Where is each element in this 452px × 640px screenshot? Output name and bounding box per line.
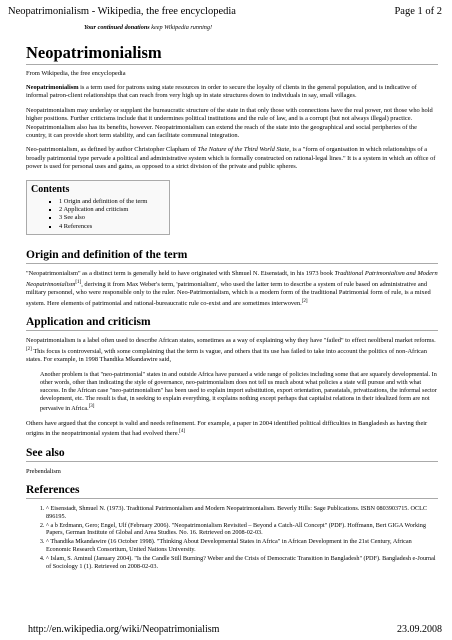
origin-text-1: "Neopatrimonialism" as a distinct term is generally held to have originated with Shmuel N. Eisenstadt, in his 1973 book bbox=[26, 270, 335, 278]
section-heading-application: Application and criticism bbox=[26, 316, 438, 331]
section-heading-origin: Origin and definition of the term bbox=[26, 249, 438, 264]
citation-link[interactable]: [4] bbox=[179, 428, 186, 434]
quote-block bbox=[40, 371, 438, 414]
reference-item: 4. ^ Islam, S. Aminul (January 2004). "Is the Candle Still Burning? Weber and the Crisis of Democratic Transition in Bangladesh" (PDF). Bangladesh e-Journal of Sociology 1 (1). Retrieved on 2008-02-03. bbox=[46, 555, 438, 571]
references-list bbox=[26, 505, 438, 570]
citation-link[interactable]: [1] bbox=[75, 279, 82, 285]
reference-item: 2. ^ a b Erdmann, Gero; Engel, Ulf (February 2006). "Neopatrimonialism Revisited – Beyond a Catch-All Concept" (PDF). Hoffmann, Bert GIGA Working Papers, German Institute of Global and Area Studies. No. 16. Retrieved on 2008-02-03. bbox=[46, 522, 438, 538]
print-header-title: Neopatrimonialism - Wikipedia, the free encyclopedia bbox=[8, 6, 236, 17]
application-text-1: Neopatrimonialism is a label often used to describe African states, sometimes as a way of explaining why they have "failed" to effect neoliberal market reforms. bbox=[26, 337, 436, 345]
intro-text: is a term used for patrons using state resources in order to secure the loyalty of clients in the general population, and is indicative of informal patron-client relationships that can reach from very high up in state structures down to individuals in say, small villages. bbox=[26, 84, 417, 100]
citation-link[interactable]: [2] bbox=[26, 346, 32, 352]
paragraph-3 bbox=[26, 146, 438, 171]
paragraph-2: Neopatrimonialism may underlay or supplant the bureaucratic structure of the state in that only those with connections have the real power, not those who hold higher positions. Further criticisms include that it undermines political institutions and the rule of law, and is a corrupt (but not always illegal) practice. Neopatrimonialism also has its benefits, however. Neopatrimonialism can extend the reach of the state into the geographical and social peripheries of the country, it can provide short term stability, and can facilitate communal integration. bbox=[26, 106, 433, 140]
toc-item[interactable]: ▪ 3 See also bbox=[59, 214, 159, 222]
donation-notice-text: keep Wikipedia running! bbox=[149, 24, 213, 31]
print-header bbox=[8, 6, 442, 20]
p3-book-title[interactable]: The Nature of the Third World State bbox=[197, 146, 290, 154]
intro-bold-term: Neopatrimonialism bbox=[26, 84, 79, 91]
section-heading-references: References bbox=[26, 484, 438, 499]
application-text-2: This focus is controversial, with some complaining that the term is vague, and others that its use has failed to take into account the politics of non-African states. For example, in 1998 Thandika Mkandawire said, bbox=[26, 347, 427, 364]
citation-link[interactable]: [2] bbox=[301, 298, 308, 304]
print-footer-date: 23.09.2008 bbox=[397, 624, 442, 635]
see-also-link[interactable]: Prebendalism bbox=[26, 467, 61, 475]
reference-item: 3. ^ Thandika Mkandawire (16 October 1998). "Thinking About Developmental States in Africa" in African Development in the 21st Century, African Economic Research Consortium, United Nations University. bbox=[46, 538, 438, 554]
table-of-contents bbox=[26, 180, 170, 236]
application-text-3: Others have argued that the concept is valid and needs refinement. For example, a paper in 2004 identified political difficulties in Bangladesh as having their origins in the neopatrimonial system that had evolved there. bbox=[26, 419, 428, 438]
toc-item[interactable]: ▪ 1 Origin and definition of the term bbox=[59, 198, 159, 206]
toc-item[interactable]: ▪ 4 References bbox=[59, 223, 159, 231]
print-footer bbox=[28, 624, 442, 636]
origin-paragraph bbox=[26, 270, 438, 308]
origin-book-title[interactable]: Traditional Patrimonialism and Modern Neopatrimonialism bbox=[26, 270, 438, 288]
toc-item[interactable]: ▪ 2 Application and criticism bbox=[59, 206, 159, 214]
page-title: Neopatrimonialism bbox=[26, 44, 438, 65]
from-line: From Wikipedia, the free encyclopedia bbox=[26, 70, 126, 77]
reference-item: 1. ^ Eisenstadt, Shmuel N. (1973). Traditional Patrimonialism and Modern Neopatrimonialism. Beverly Hills: Sage Publications. ISBN 0803903715. OCLC 896195. bbox=[46, 505, 438, 521]
p3-text-a: Neo-patrimonialism, as defined by author Christopher Clapham of bbox=[26, 146, 198, 154]
citation-link[interactable]: [3] bbox=[88, 404, 95, 410]
print-footer-url: http://en.wikipedia.org/wiki/Neopatrimonialism bbox=[28, 624, 220, 635]
section-heading-see-also: See also bbox=[26, 447, 438, 462]
print-header-page: Page 1 of 2 bbox=[394, 6, 442, 17]
origin-text-2: , deriving it from Max Weber's term, 'patrimonialism', who used the latter term to describe a system of rule based on administrative and military personnel, who were responsible only to the ruler. Neo-Patrimonialism, which is a modern form of the traditional Patrimonial form of rule, is a mixed system. Here elements of patrimonial and rational-bureaucratic rule co-exist and are sometimes interwoven. bbox=[26, 280, 431, 307]
article-content bbox=[26, 22, 438, 571]
application-paragraph bbox=[26, 337, 438, 364]
donation-notice-bold[interactable]: Your continued donations bbox=[84, 24, 150, 31]
p3-text-b: , is a "form of organisation in which relationships of a broadly patrimonial type pervade a political and administrative system which is formally constructed on rational-legal lines." It is a system in which an office of power is used for personal uses and gains, as opposed to a strict division of the private and public spheres. bbox=[26, 146, 436, 171]
toc-title: Contents bbox=[31, 183, 70, 195]
intro-paragraph bbox=[26, 84, 438, 101]
quote-text: Another problem is that "neo-patrimonial" states in and outside Africa have pursued a wide range of policies including some that are squarely developmental. In other words, other than indicating the style of governance, neo-patrimonialism does not tell us much about what policies a state will pursue and with what success. In the African case "neo-patrimonialism" has been used to explain import substitution, export orientation, parastatals, privatizations, the informal sector development, etc. The result is that, in seeking to explain everything, it explains nothing except perhaps that capitalist relations in their idealized form are not pervasive in Africa. bbox=[40, 370, 437, 413]
application-paragraph-2 bbox=[26, 420, 438, 439]
